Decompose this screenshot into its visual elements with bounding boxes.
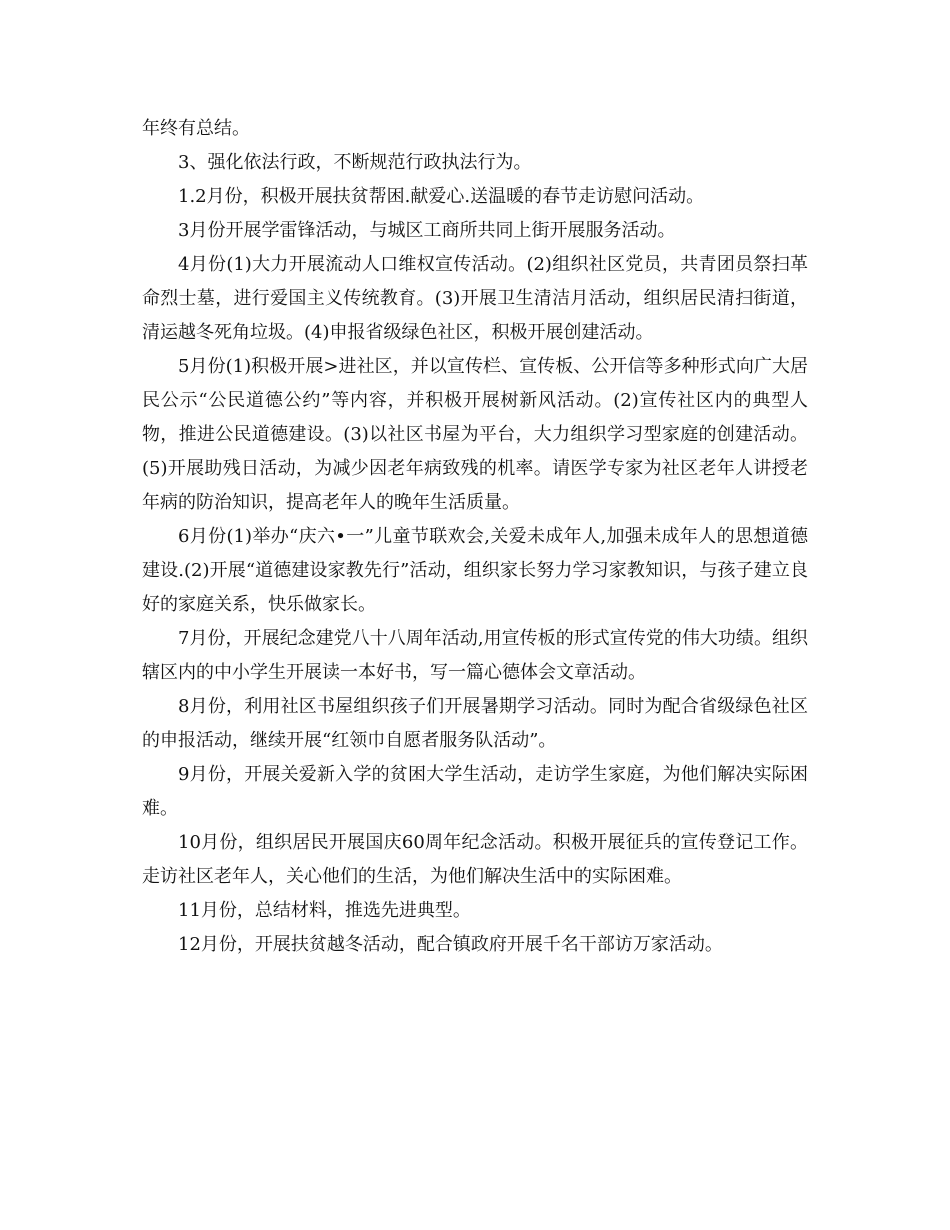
paragraph-7: 7月份，开展纪念建党八十八周年活动,用宣传板的形式宣传党的伟大功绩。组织辖区内的中小学生开展读一本好书，写一篇心德体会文章活动。 bbox=[142, 628, 808, 683]
paragraph-2: 1.2月份，积极开展扶贫帮困.献爱心.送温暖的春节走访慰问活动。 bbox=[178, 186, 705, 207]
paragraph-1: 3、强化依法行政，不断规范行政执法行为。 bbox=[178, 152, 532, 173]
paragraph-9: 9月份，开展关爱新入学的贫困大学生活动，走访学生家庭，为他们解决实际困难。 bbox=[142, 764, 808, 819]
document-page bbox=[142, 112, 808, 962]
paragraph-4: 4月份(1)大力开展流动人口维权宣传活动。(2)组织社区党员，共青团员祭扫革命烈士墓，进行爱国主义传统教育。(3)开展卫生清洁月活动，组织居民清扫街道，清运越冬死角垃圾。(4)申报省级绿色社区，积极开展创建活动。 bbox=[142, 254, 808, 343]
paragraph-12: 12月份，开展扶贫越冬活动，配合镇政府开展千名干部访万家活动。 bbox=[178, 934, 723, 955]
paragraph-3: 3月份开展学雷锋活动，与城区工商所共同上街开展服务活动。 bbox=[178, 220, 676, 241]
paragraph-0: 年终有总结。 bbox=[142, 118, 250, 139]
paragraph-5: 5月份(1)积极开展>进社区，并以宣传栏、宣传板、公开信等多种形式向广大居民公示“公民道德公约”等内容，并积极开展树新风活动。(2)宣传社区内的典型人物，推进公民道德建设。(3)以社区书屋为平台，大力组织学习型家庭的创建活动。(5)开展助残日活动，为减少因老年病致残的机率。请医学专家为社区老年人讲授老年病的防治知识，提高老年人的晚年生活质量。 bbox=[142, 356, 808, 513]
paragraph-8: 8月份，利用社区书屋组织孩子们开展暑期学习活动。同时为配合省级绿色社区的申报活动，继续开展“红领巾自愿者服务队活动”。 bbox=[142, 696, 808, 751]
paragraph-10: 10月份，组织居民开展国庆60周年纪念活动。积极开展征兵的宣传登记工作。走访社区老年人，关心他们的生活，为他们解决生活中的实际困难。 bbox=[142, 832, 808, 887]
paragraph-6: 6月份(1)举办“庆六•一”儿童节联欢会,关爱未成年人,加强未成年人的思想道德建设.(2)开展“道德建设家教先行”活动，组织家长努力学习家教知识，与孩子建立良好的家庭关系，快乐做家长。 bbox=[142, 526, 808, 615]
paragraph-11: 11月份，总结材料，推选先进典型。 bbox=[178, 900, 471, 921]
